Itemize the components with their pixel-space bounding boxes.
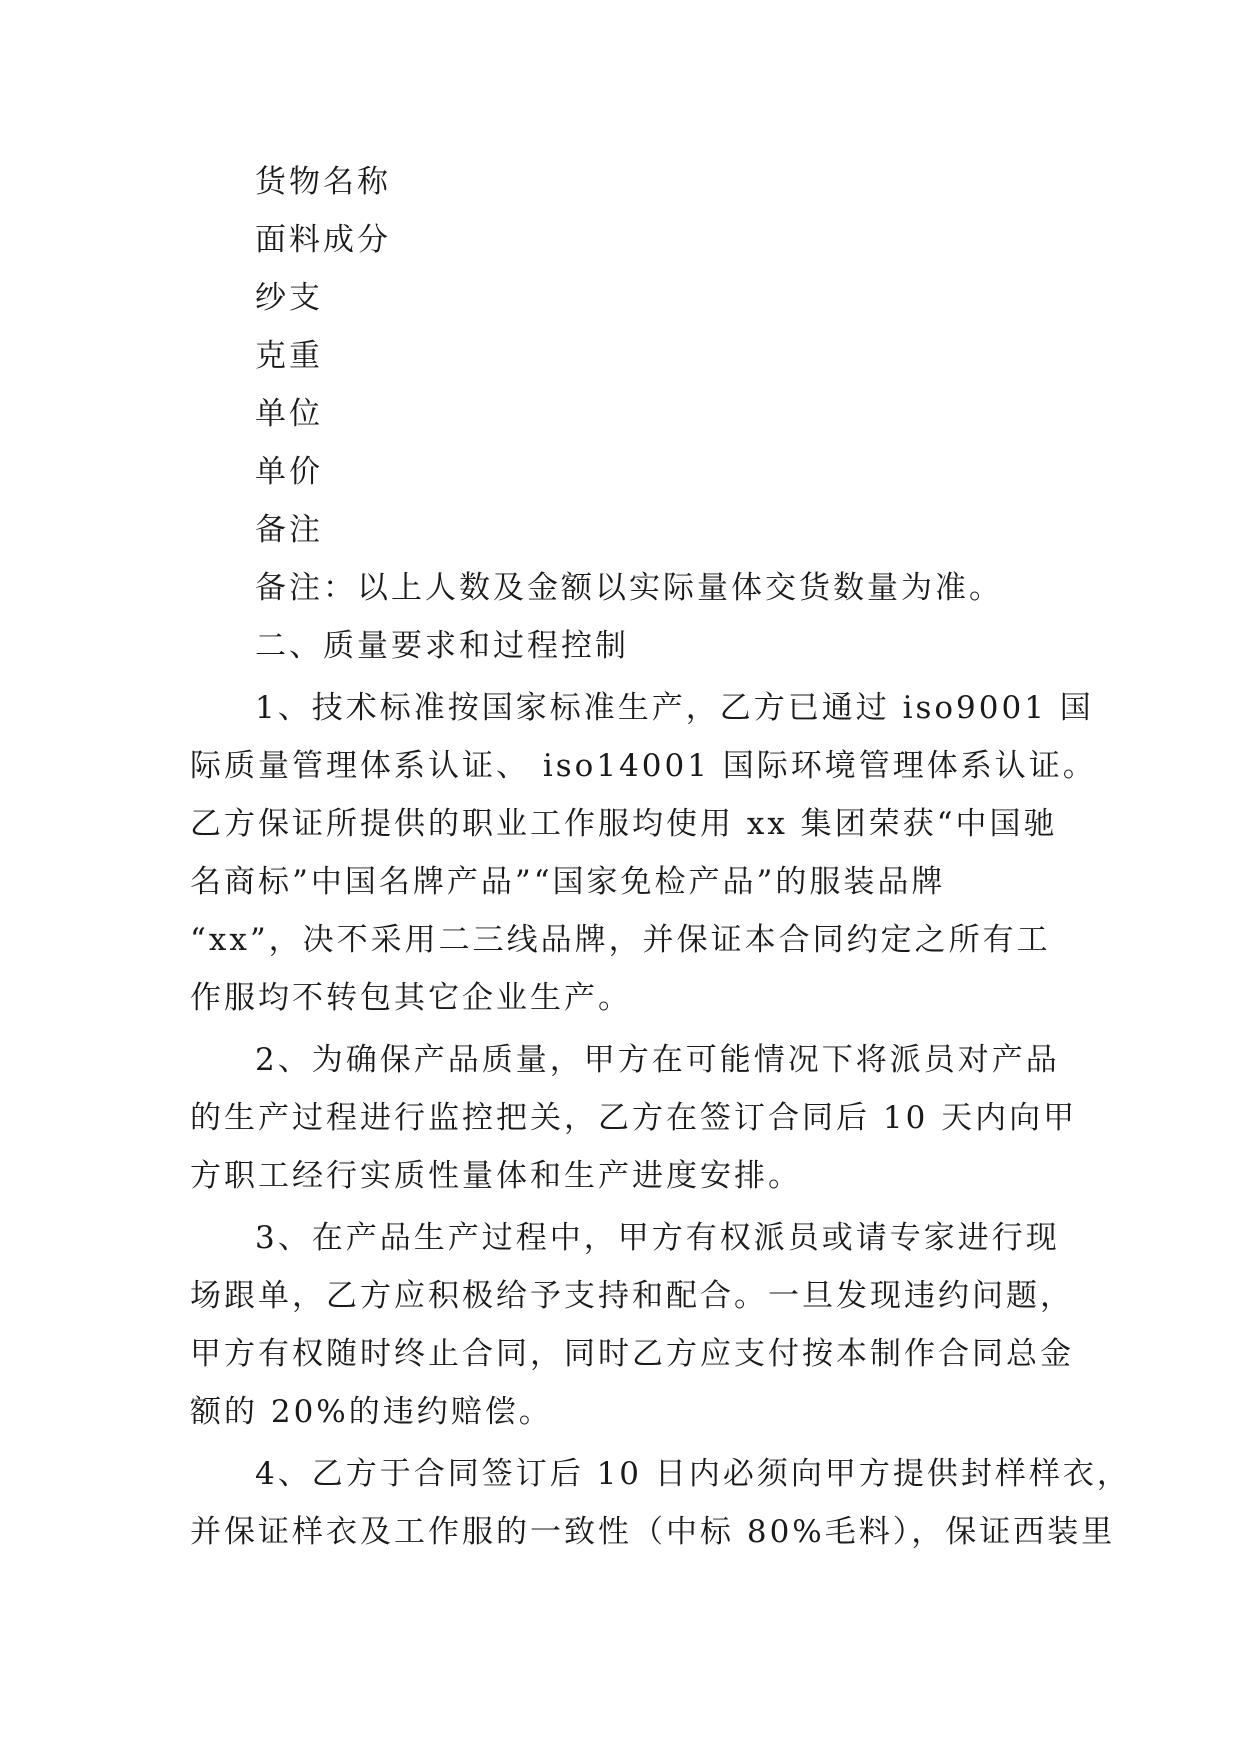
section-title: 二、质量要求和过程控制 [255,628,629,664]
remark-note: 备注：以上人数及金额以实际量体交货数量为准。 [255,570,1003,606]
paragraph-1-line: 际质量管理体系认证、 iso14001 国际环境管理体系认证。 [190,748,1097,784]
paragraph-4-line: 4、乙方于合同签订后 10 日内必须向甲方提供封样样衣， [255,1456,1131,1492]
field-weight: 克重 [255,338,323,374]
paragraph-2-line: 的生产过程进行监控把关，乙方在签订合同后 10 天内向甲 [190,1100,1078,1136]
field-unit: 单位 [255,396,323,432]
field-fabric-composition: 面料成分 [255,222,391,258]
paragraph-1-line: 作服均不转包其它企业生产。 [190,980,632,1016]
field-unit-price: 单价 [255,454,323,490]
field-yarn-count: 纱支 [255,280,323,316]
paragraph-3-line: 额的 20%的违约赔偿。 [190,1394,553,1430]
paragraph-3-line: 场跟单，乙方应积极给予支持和配合。一旦发现违约问题， [190,1278,1074,1314]
paragraph-3-line: 3、在产品生产过程中，甲方有权派员或请专家进行现 [255,1220,1060,1256]
paragraph-2-line: 2、为确保产品质量，甲方在可能情况下将派员对产品 [255,1042,1060,1078]
paragraph-1-line: 名商标”中国名牌产品”“国家免检产品”的服装品牌 [190,864,946,900]
paragraph-1-line: 1、技术标准按国家标准生产，乙方已通过 iso9001 国 [255,690,1094,726]
paragraph-4-line: 并保证样衣及工作服的一致性（中标 80%毛料），保证西装里 [190,1514,1116,1550]
paragraph-1-line: “xx”，决不采用二三线品牌，并保证本合同约定之所有工 [190,922,1051,958]
field-goods-name: 货物名称 [255,164,391,200]
paragraph-3-line: 甲方有权随时终止合同，同时乙方应支付按本制作合同总金 [190,1336,1074,1372]
paragraph-1-line: 乙方保证所提供的职业工作服均使用 xx 集团荣获“中国驰 [190,806,1058,842]
paragraph-2-line: 方职工经行实质性量体和生产进度安排。 [190,1158,802,1194]
field-remarks: 备注 [255,512,323,548]
